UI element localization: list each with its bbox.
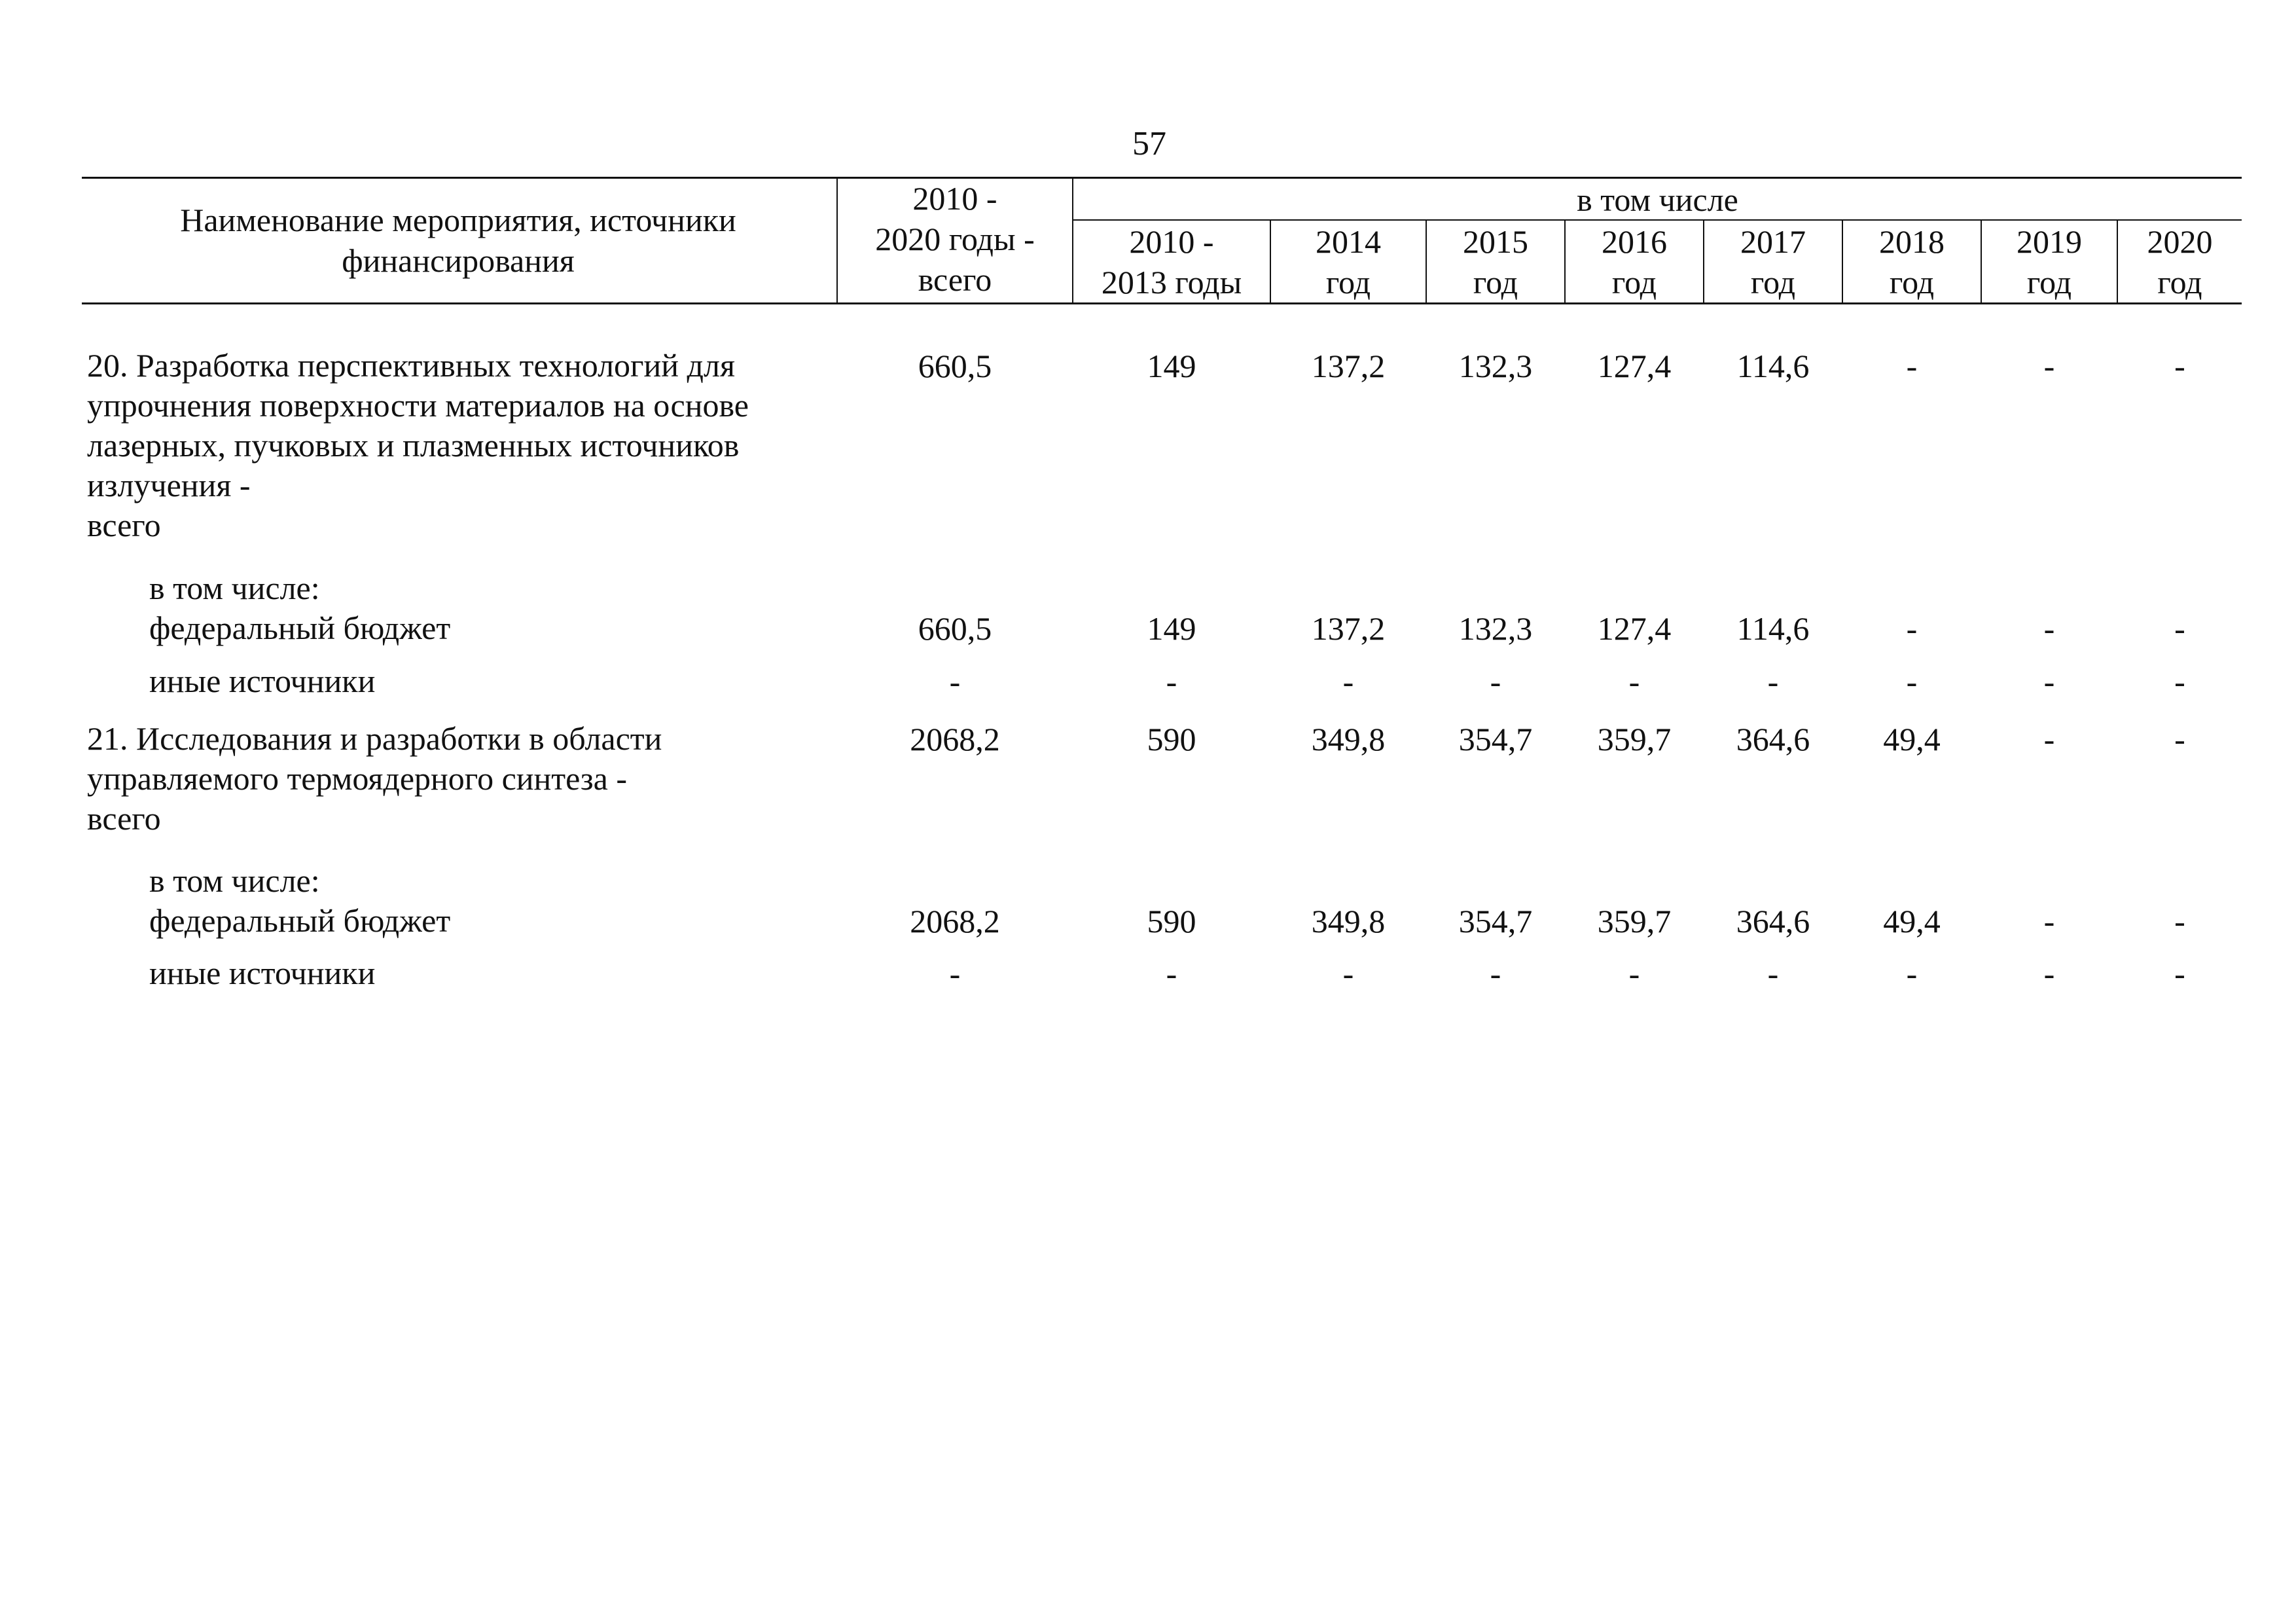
row-value: - [2174,903,2185,939]
row-label-line: 21. Исследования и разработки в области [87,720,662,757]
row-value: - [1166,663,1177,700]
row-label [149,861,902,941]
header-subcol-line: 2018 [1879,223,1945,260]
row-label-line: в том числе: [149,862,320,899]
row-value: 137,2 [1311,610,1386,647]
header-subcol-line: 2014 [1316,223,1381,260]
row-value: - [2043,610,2055,647]
header-subcol-line: 2020 [2147,223,2213,260]
row-value: - [1166,955,1177,992]
row-value: 2068,2 [910,721,1000,757]
header-total-line: 2020 годы - [875,221,1035,257]
row-value: - [2174,348,2185,384]
row-value: - [1342,955,1354,992]
row-label-line: в том числе: [149,570,320,606]
header-total-line: 2010 - [912,180,997,217]
row-label-line: управляемого термоядерного синтеза - [87,760,628,797]
row-value: - [2043,663,2055,700]
row-value: - [1906,348,1918,384]
row-value: - [1628,955,1640,992]
row-value: - [2043,721,2055,757]
row-value: 49,4 [1883,721,1941,757]
row-value: - [1767,955,1779,992]
row-label-line: 20. Разработка перспективных технологий для [87,347,735,384]
header-subcol [1982,221,2117,302]
row-label [149,953,902,993]
header-subcol [1704,221,1842,302]
row-value: 114,6 [1736,610,1810,647]
row-value: - [1906,610,1918,647]
row-value: 149 [1147,348,1196,384]
row-value: 114,6 [1736,348,1810,384]
row-label-line: излучения - [87,467,251,503]
header-name-col [85,200,831,281]
row-label-line: лазерных, пучковых и плазменных источников [87,427,740,464]
row-value: 127,4 [1597,348,1672,384]
row-label-line: федеральный бюджет [149,902,451,939]
row-label [87,719,840,839]
row-label [149,568,902,648]
header-total-line: всего [918,261,992,298]
row-value: - [2174,663,2185,700]
header-including: в том числе [1577,181,1738,218]
row-value: 660,5 [918,610,992,647]
row-value: 354,7 [1458,903,1533,939]
header-subcol [1843,221,1981,302]
header-divider [836,178,838,304]
header-subcol-line: 2017 [1740,223,1806,260]
row-label-line: иные источники [149,663,376,699]
row-value: - [949,955,961,992]
row-value: 359,7 [1597,721,1672,757]
header-subcol-line: 2015 [1463,223,1528,260]
row-value: 660,5 [918,348,992,384]
row-value: - [1490,955,1501,992]
row-value: 132,3 [1458,348,1533,384]
header-subcol [2118,221,2242,302]
row-value: 137,2 [1311,348,1386,384]
row-value: 349,8 [1311,903,1386,939]
row-value: 349,8 [1311,721,1386,757]
header-subcol-line: год [2026,264,2072,301]
row-label [87,346,840,545]
row-value: - [2174,955,2185,992]
header-subcol-line: год [2157,264,2202,301]
header-total-col [839,178,1071,300]
row-value: - [2174,721,2185,757]
row-value: - [1628,663,1640,700]
row-value: 364,6 [1736,903,1810,939]
row-value: 364,6 [1736,721,1810,757]
row-label-line: всего [87,800,161,837]
row-value: 127,4 [1597,610,1672,647]
row-label [149,661,902,701]
header-subcol-line: 2010 - [1129,223,1214,260]
header-subcol-line: год [1325,264,1371,301]
row-value: - [949,663,961,700]
header-subcol-line: год [1473,264,1518,301]
header-name-line: Наименование мероприятия, источники [180,202,736,238]
row-value: 359,7 [1597,903,1672,939]
table-top-rule [82,177,2242,179]
row-value: - [2043,903,2055,939]
row-value: 49,4 [1883,903,1941,939]
row-value: - [1767,663,1779,700]
header-subcol [1566,221,1703,302]
header-subcol [1427,221,1564,302]
header-bottom-rule [82,302,2242,304]
row-value: 132,3 [1458,610,1533,647]
row-value: - [2174,610,2185,647]
page-number: 57 [1132,125,1166,162]
header-subcol [1271,221,1426,302]
row-value: - [1906,663,1918,700]
header-name-line: финансирования [342,242,575,279]
row-value: - [2043,348,2055,384]
header-subcol [1073,221,1270,302]
header-subcol-line: год [1750,264,1796,301]
row-label-line: всего [87,507,161,543]
row-value: - [2043,955,2055,992]
header-subcol-line: год [1611,264,1657,301]
row-label-line: упрочнения поверхности материалов на основе [87,387,749,424]
header-subcol-line: 2016 [1602,223,1667,260]
row-label-line: иные источники [149,955,376,991]
row-value: 590 [1147,903,1196,939]
header-subcol-line: 2013 годы [1101,264,1242,301]
row-label-line: федеральный бюджет [149,610,451,646]
header-subcol-line: год [1889,264,1935,301]
row-value: 590 [1147,721,1196,757]
row-value: 354,7 [1458,721,1533,757]
header-subcol-line: 2019 [2017,223,2082,260]
row-value: 2068,2 [910,903,1000,939]
row-value: - [1906,955,1918,992]
row-value: 149 [1147,610,1196,647]
row-value: - [1490,663,1501,700]
row-value: - [1342,663,1354,700]
